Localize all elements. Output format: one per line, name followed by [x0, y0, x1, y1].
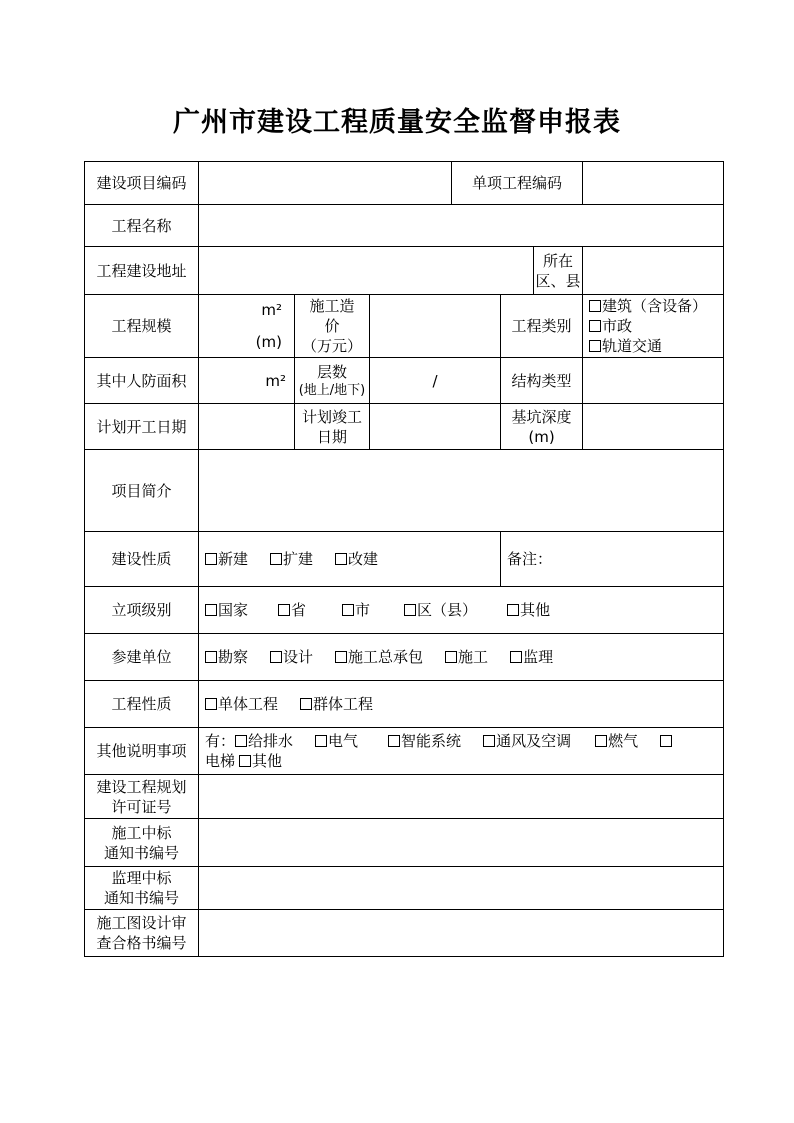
level-option-district[interactable]	[404, 600, 477, 620]
district-field[interactable]	[583, 247, 724, 295]
checkbox-icon	[589, 340, 601, 352]
checkbox-icon	[270, 553, 282, 565]
other-options	[199, 728, 724, 775]
option-label: 单体工程	[218, 695, 279, 713]
district-label: 所在区、县	[534, 247, 583, 295]
category-option-rail[interactable]	[589, 336, 720, 356]
option-label: 轨道交通	[602, 337, 663, 355]
structure-field[interactable]	[583, 358, 724, 404]
construct-notice-label	[85, 819, 199, 867]
option-label: 其他	[520, 601, 551, 619]
drawing-review-label-line1: 施工图设计审	[96, 914, 187, 932]
level-option-other[interactable]	[507, 600, 550, 620]
start-date-label: 计划开工日期	[85, 404, 199, 450]
pit-depth-label-line1: 基坑深度	[511, 407, 572, 426]
other-option-elevator-label: 电梯	[205, 752, 236, 770]
checkbox-icon	[315, 735, 327, 747]
floors-label	[295, 358, 370, 404]
other-option-other[interactable]	[239, 751, 282, 771]
checkbox-icon	[335, 553, 347, 565]
scale-field[interactable]	[199, 295, 295, 358]
unit-code-field[interactable]	[583, 162, 724, 205]
row-project-name	[85, 205, 724, 247]
option-label: 市政	[602, 317, 633, 335]
civil-defense-field[interactable]	[199, 358, 295, 404]
checkbox-icon	[239, 755, 251, 767]
nature-label: 建设性质	[85, 532, 199, 587]
remark-label: 备注：	[507, 550, 553, 568]
civil-defense-unit: m²	[265, 371, 286, 390]
units-options	[199, 634, 724, 681]
supervise-notice-label	[85, 867, 199, 910]
option-label: 电气	[328, 732, 359, 750]
cost-label-line1: 施工造	[309, 297, 355, 315]
end-date-label	[295, 404, 370, 450]
other-label: 其他说明事项	[85, 728, 199, 775]
construct-notice-label-line2: 通知书编号	[103, 843, 179, 862]
remark-field[interactable]	[501, 532, 724, 587]
option-label: 省	[291, 601, 307, 619]
checkbox-icon	[510, 651, 522, 663]
project-name-label: 工程名称	[85, 205, 199, 247]
checkbox-icon	[483, 735, 495, 747]
pit-depth-label	[501, 404, 583, 450]
units-label: 参建单位	[85, 634, 199, 681]
drawing-review-label	[85, 910, 199, 957]
drawing-review-label-line2: 查合格书编号	[96, 934, 187, 952]
scale-unit: m²	[261, 301, 282, 319]
checkbox-icon	[589, 300, 601, 312]
option-label: 改建	[348, 550, 379, 568]
checkbox-icon	[300, 698, 312, 710]
option-label: 其他	[252, 752, 283, 770]
checkbox-icon	[278, 604, 290, 616]
nature-options	[199, 532, 501, 587]
address-field[interactable]	[199, 247, 534, 295]
cost-label-line2: 价	[324, 317, 340, 335]
application-form-table	[84, 161, 724, 957]
start-date-field[interactable]	[199, 404, 295, 450]
eng-nature-label: 工程性质	[85, 681, 199, 728]
option-label: 给排水	[248, 732, 294, 750]
row-summary	[85, 450, 724, 532]
option-label: 通风及空调	[496, 732, 572, 750]
checkbox-icon	[445, 651, 457, 663]
floors-label-line2: (地上/地下)	[298, 383, 366, 398]
row-other	[85, 728, 724, 775]
checkbox-icon	[589, 320, 601, 332]
end-date-label-line2: 日期	[316, 427, 347, 446]
floors-field[interactable]	[370, 358, 501, 404]
checkbox-icon	[335, 651, 347, 663]
units-option-general-contractor[interactable]	[335, 647, 423, 667]
option-label: 市	[355, 601, 371, 619]
option-label: 区（县）	[417, 601, 478, 619]
summary-label: 项目简介	[85, 450, 199, 532]
drawing-review-field[interactable]	[199, 910, 724, 957]
row-units	[85, 634, 724, 681]
floors-separator: /	[432, 371, 438, 390]
other-option-water[interactable]	[235, 731, 293, 751]
checkbox-icon	[205, 604, 217, 616]
option-label: 建筑（含设备）	[602, 297, 708, 315]
checkbox-icon	[595, 735, 607, 747]
checkbox-icon	[205, 651, 217, 663]
other-option-electric[interactable]	[315, 731, 358, 751]
option-label: 勘察	[218, 648, 249, 666]
supervise-notice-field[interactable]	[199, 867, 724, 910]
level-label: 立项级别	[85, 587, 199, 634]
checkbox-icon	[270, 651, 282, 663]
units-option-survey[interactable]	[205, 647, 248, 667]
units-option-design[interactable]	[270, 647, 313, 667]
scale-unit-m: (m)	[255, 333, 282, 351]
level-option-city[interactable]	[342, 600, 370, 620]
row-address	[85, 247, 724, 295]
permit-label-line1: 建设工程规划	[96, 777, 187, 796]
checkbox-icon	[235, 735, 247, 747]
level-options	[199, 587, 724, 634]
row-level	[85, 587, 724, 634]
structure-label: 结构类型	[501, 358, 583, 404]
permit-field[interactable]	[199, 775, 724, 819]
option-label: 施工	[458, 648, 489, 666]
supervise-notice-label-line1: 监理中标	[111, 869, 172, 887]
checkbox-icon-elevator[interactable]	[660, 735, 672, 747]
other-option-hvac[interactable]	[483, 731, 571, 751]
option-label: 国家	[218, 601, 249, 619]
category-option-building[interactable]	[589, 296, 720, 316]
checkbox-icon	[404, 604, 416, 616]
option-label: 设计	[283, 648, 314, 666]
nature-option-expand[interactable]	[270, 549, 313, 569]
row-project-code	[85, 162, 724, 205]
supervise-notice-label-line2: 通知书编号	[103, 889, 179, 907]
construct-notice-field[interactable]	[199, 819, 724, 867]
row-eng-nature	[85, 681, 724, 728]
checkbox-icon	[205, 698, 217, 710]
row-dates	[85, 404, 724, 450]
end-date-field[interactable]	[370, 404, 501, 450]
nature-option-new[interactable]	[205, 549, 248, 569]
checkbox-icon	[342, 604, 354, 616]
checkbox-icon	[507, 604, 519, 616]
row-construct-notice	[85, 819, 724, 867]
level-option-province[interactable]	[278, 600, 306, 620]
cost-label-line3: （万元）	[301, 337, 362, 355]
option-label: 新建	[218, 550, 249, 568]
eng-nature-option-single[interactable]	[205, 694, 278, 714]
checkbox-icon	[388, 735, 400, 747]
row-permit	[85, 775, 724, 819]
other-prefix: 有：	[205, 732, 236, 750]
category-options	[583, 295, 724, 358]
row-nature	[85, 532, 724, 587]
scale-label: 工程规模	[85, 295, 199, 358]
construct-notice-label-line1: 施工中标	[111, 823, 172, 842]
cost-label	[295, 295, 370, 358]
eng-nature-options	[199, 681, 724, 728]
other-option-smart-system[interactable]	[388, 731, 461, 751]
address-label: 工程建设地址	[85, 247, 199, 295]
end-date-label-line1: 计划竣工	[301, 407, 362, 426]
permit-label	[85, 775, 199, 819]
pit-depth-label-line2: (m)	[528, 427, 555, 446]
summary-field[interactable]	[199, 450, 724, 532]
level-option-national[interactable]	[205, 600, 248, 620]
option-label: 燃气	[608, 732, 639, 750]
row-scale	[85, 295, 724, 358]
pit-depth-field[interactable]	[583, 404, 724, 450]
option-label: 群体工程	[313, 695, 374, 713]
category-label: 工程类别	[501, 295, 583, 358]
project-name-field[interactable]	[199, 205, 724, 247]
category-option-municipal[interactable]	[589, 316, 720, 336]
units-option-construction[interactable]	[445, 647, 488, 667]
row-drawing-review	[85, 910, 724, 957]
checkbox-icon	[205, 553, 217, 565]
option-label: 智能系统	[401, 732, 462, 750]
nature-option-rebuild[interactable]	[335, 549, 378, 569]
option-label: 监理	[523, 648, 554, 666]
row-supervise-notice	[85, 867, 724, 910]
eng-nature-option-group[interactable]	[300, 694, 373, 714]
row-civil-defense	[85, 358, 724, 404]
cost-field[interactable]	[370, 295, 501, 358]
units-option-supervision[interactable]	[510, 647, 553, 667]
permit-label-line2: 许可证号	[111, 797, 172, 816]
unit-code-label: 单项工程编码	[452, 162, 583, 205]
floors-label-line1: 层数	[316, 363, 347, 381]
option-label: 施工总承包	[348, 648, 424, 666]
civil-defense-label: 其中人防面积	[85, 358, 199, 404]
option-label: 扩建	[283, 550, 314, 568]
project-code-field[interactable]	[199, 162, 452, 205]
project-code-label: 建设项目编码	[85, 162, 199, 205]
other-option-gas[interactable]	[595, 731, 638, 751]
form-title: 广州市建设工程质量安全监督申报表	[173, 107, 621, 138]
